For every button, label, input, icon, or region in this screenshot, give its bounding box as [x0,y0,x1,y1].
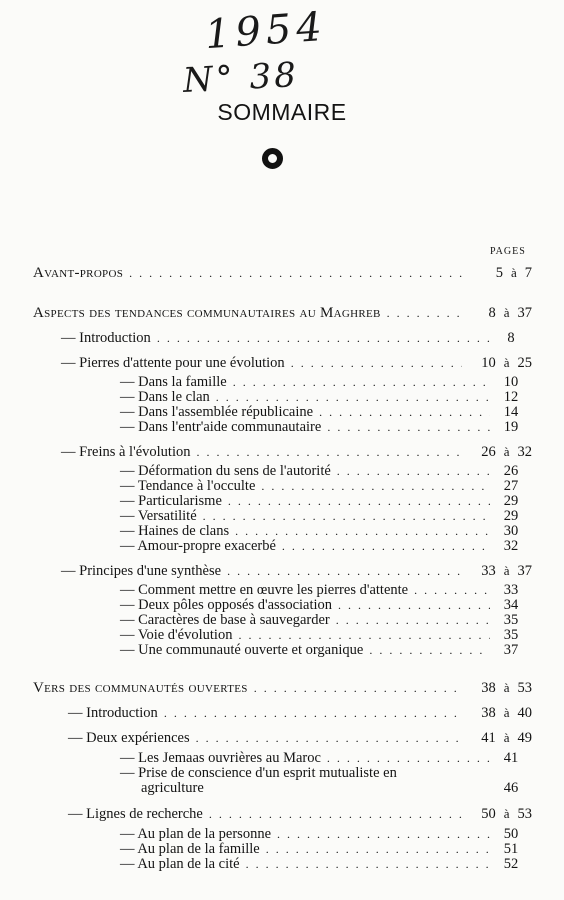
toc-entry [120,538,536,554]
toc-page: 8 [507,330,515,346]
toc-page: 32 [503,538,519,554]
toc-entry [120,750,536,766]
toc-entry-label: — Dans l'assemblée républicaine [120,404,314,420]
toc-page-range: 10 à 25 [481,355,532,371]
toc-entry [120,389,536,405]
toc-page: 35 [503,612,519,628]
toc-entry-label: Avant-propos [33,265,124,281]
toc-entry-label: — Haines de clans [120,523,230,539]
toc-page-range: 5 à 7 [495,265,532,281]
toc-entry-label: — Freins à l'évolution [61,444,191,460]
dot-leader [216,389,490,405]
dot-leader [337,463,490,479]
page-title: SOMMAIRE [217,99,347,125]
dot-leader [157,330,490,346]
toc-page: 37 [503,642,519,658]
toc-entry-label: — Comment mettre en œuvre les pierres d'attente [120,582,409,598]
dot-leader [209,806,462,822]
toc-entry-label: — Dans la famille [120,374,227,390]
handwritten-issue-number: N° 38 [182,54,300,102]
toc-entry-label: — Caractères de base à sauvegarder [120,612,330,628]
toc-page: 41 [503,750,519,766]
toc-entry-continuation [141,780,536,796]
dot-leader [228,493,490,509]
toc-entry-label: — Particularisme [120,493,222,509]
toc-page-range: 38 à 53 [481,680,532,696]
ornament-circle-icon [262,148,283,169]
toc-entry [61,355,536,371]
toc-entry [61,330,536,346]
dot-leader [196,730,462,746]
toc-entry [33,305,536,321]
toc-entry-label: — Prise de conscience d'un esprit mutualiste en [120,765,397,781]
dot-leader [246,856,490,872]
toc-page-range: 38 à 40 [481,705,532,721]
dot-leader [414,582,490,598]
toc-page: 14 [503,404,519,420]
dot-leader [254,680,462,696]
handwritten-year: 1954 [203,3,329,59]
toc-entry [120,404,536,420]
toc-entry-label: Aspects des tendances communautaires au Maghreb [33,305,381,321]
toc-page: 46 [503,780,519,796]
toc-entry [120,841,536,857]
toc-page: 12 [503,389,519,405]
toc-entry-label: — Introduction [61,330,151,346]
toc-entry-label: — Au plan de la personne [120,826,272,842]
toc-entry-label: — Dans l'entr'aide communautaire [120,419,322,435]
toc-entry [68,730,536,746]
toc-page-range: 41 à 49 [481,730,532,746]
toc-entry [120,582,536,598]
dot-leader [233,374,490,390]
toc-entry-label: — Introduction [68,705,158,721]
toc-entry-label: Vers des communautés ouvertes [33,680,248,696]
dot-leader [129,265,462,281]
toc-entry [120,374,536,390]
dot-leader [387,305,462,321]
toc-page-range: 26 à 32 [481,444,532,460]
toc-entry-label: — Lignes de recherche [68,806,203,822]
toc-page: 51 [503,841,519,857]
dot-leader [327,419,490,435]
toc-entry-label: — Voie d'évolution [120,627,233,643]
pages-column-header: PAGES [490,246,526,257]
toc-entry [120,627,536,643]
toc-entry-label: — Pierres d'attente pour une évolution [61,355,285,371]
toc-entry-label: — Versatilité [120,508,197,524]
toc-page: 29 [503,493,519,509]
toc-page: 35 [503,627,519,643]
dot-leader [203,508,490,524]
toc-page: 10 [503,374,519,390]
dot-leader [235,523,490,539]
toc-entry [120,612,536,628]
toc-entry [68,705,536,721]
toc-entry [120,523,536,539]
toc-entry [33,265,536,281]
toc-entry [120,478,536,494]
toc-entry-label: — Une communauté ouverte et organique [120,642,364,658]
toc-entry [120,826,536,842]
dot-leader [227,563,462,579]
dot-leader [266,841,490,857]
dot-leader [327,750,490,766]
toc-page: 29 [503,508,519,524]
toc-entry-label-continuation: agriculture [141,780,204,796]
toc-entry-label: — Au plan de la cité [120,856,240,872]
toc-page-range: 33 à 37 [481,563,532,579]
toc-entry-label: — Deux pôles opposés d'association [120,597,333,613]
toc-page-range: 50 à 53 [481,806,532,822]
toc-entry [120,493,536,509]
dot-leader [196,444,462,460]
toc-page: 26 [503,463,519,479]
dot-leader [282,538,490,554]
toc-page: 50 [503,826,519,842]
toc-entry [120,463,536,479]
dot-leader [277,826,490,842]
toc-entry [61,563,536,579]
toc-entry [33,680,536,696]
toc-page: 30 [503,523,519,539]
dot-leader [291,355,462,371]
toc-entry-label: — Principes d'une synthèse [61,563,222,579]
toc-entry-label: — Tendance à l'occulte [120,478,256,494]
toc-entry [120,597,536,613]
toc-entry-label: — Les Jemaas ouvrières au Maroc [120,750,321,766]
dot-leader [336,612,490,628]
toc-page: 27 [503,478,519,494]
toc-entry-label: — Dans le clan [120,389,210,405]
dot-leader [369,642,490,658]
toc-page-range: 8 à 37 [488,305,532,321]
toc-page: 34 [503,597,519,613]
dot-leader [261,478,490,494]
dot-leader [338,597,490,613]
dot-leader [164,705,462,721]
toc-entry [120,765,536,781]
toc-entry [61,444,536,460]
toc-entry [120,419,536,435]
toc-page: 19 [503,419,519,435]
toc-entry-label: — Deux expériences [68,730,190,746]
toc-page: 33 [503,582,519,598]
toc-entry [120,642,536,658]
dot-leader [319,404,490,420]
toc-entry [120,856,536,872]
toc-entry [68,806,536,822]
dot-leader [238,627,490,643]
toc-entry [120,508,536,524]
toc-entry-label: — Déformation du sens de l'autorité [120,463,331,479]
toc-entry-label: — Au plan de la famille [120,841,260,857]
toc-entry-label: — Amour-propre exacerbé [120,538,276,554]
toc-page: 52 [503,856,519,872]
